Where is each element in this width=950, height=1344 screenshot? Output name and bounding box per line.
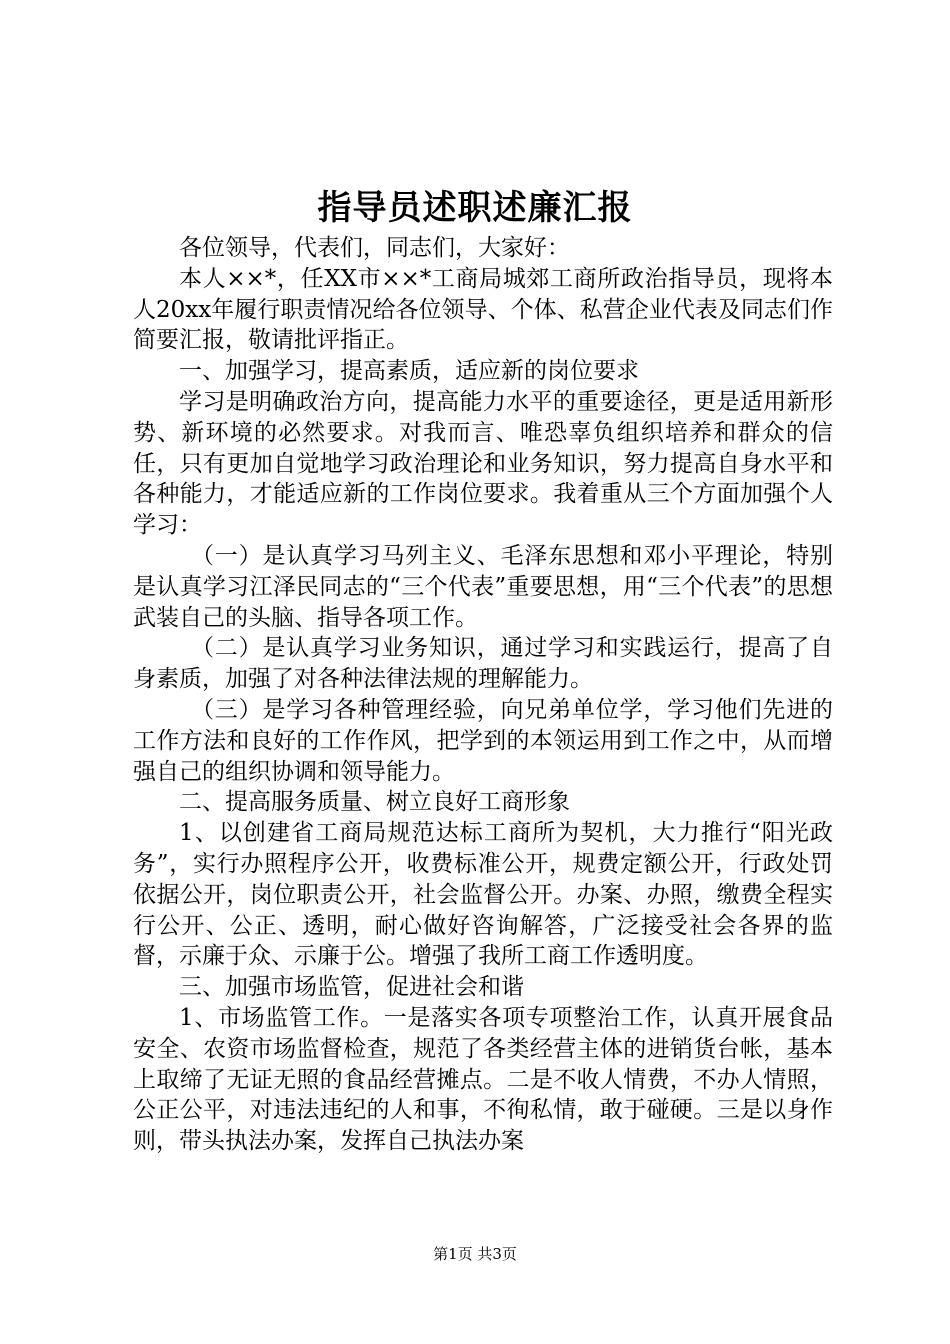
- paragraph-service: 1、以创建省工商局规范达标工商所为契机，大力推行“阳光政务”，实行办照程序公开，收费标准公开，规费定额公开，行政处罚依据公开，岗位职责公开，社会监督公开。办案、办照，缴费全程实行公开、公正、透明，耐心做好咨询解答，广泛接受社会各界的监督，示廉于众、示廉于公。增强了我所工商工作透明度。: [133, 820, 833, 970]
- section-heading-2: 二、提高服务质量、树立良好工商形象: [179, 789, 570, 816]
- section-heading-1: 一、加强学习，提高素质，适应新的岗位要求: [179, 358, 639, 385]
- paragraph-study-item-1: （一）是认真学习马列主义、毛泽东思想和邓小平理论，特别是认真学习江泽民同志的“三个代表”重要思想，用“三个代表”的思想武装自己的头脑、指导各项工作。: [133, 542, 833, 631]
- paragraph-intro: 本人××*，任XX市××*工商局城郊工商所政治指导员，现将本人20xx年履行职责情况给各位领导、个体、私营企业代表及同志们作简要汇报，敬请批评指正。: [133, 265, 833, 354]
- document-body: [133, 233, 833, 1157]
- document-title: 指导员述职述廉汇报: [317, 188, 633, 228]
- paragraph-market: 1、市场监管工作。一是落实各项专项整治工作，认真开展食品安全、农资市场监督检查，规范了各类经营主体的进销货台帐，基本上取缔了无证无照的食品经营摊点。二是不收人情费，不办人情照，公正公平，对违法违纪的人和事，不徇私情，敢于碰硬。三是以身作则，带头执法办案，发挥自己执法办案: [133, 1004, 833, 1155]
- paragraph-greeting: 各位领导，代表们，同志们，大家好：: [179, 235, 570, 261]
- paragraph-study: 学习是明确政治方向，提高能力水平的重要途径，更是适用新形势、新环境的必然要求。对我而言、唯恐辜负组织培养和群众的信任，只有更加自觉地学习政治理论和业务知识，努力提高自身水平和各种能力，才能适应新的工作岗位要求。我着重从三个方面加强个人学习：: [133, 388, 833, 539]
- paragraph-study-item-3: （三）是学习各种管理经验，向兄弟单位学，学习他们先进的工作方法和良好的工作作风，把学到的本领运用到工作之中，从而增强自己的组织协调和领导能力。: [133, 696, 833, 785]
- section-heading-3: 三、加强市场监管，促进社会和谐: [179, 974, 524, 1001]
- page-number-footer: 第1页 共3页: [433, 1245, 517, 1263]
- paragraph-study-item-2: （二）是认真学习业务知识，通过学习和实践运行，提高了自身素质，加强了对各种法律法规的理解能力。: [133, 635, 833, 693]
